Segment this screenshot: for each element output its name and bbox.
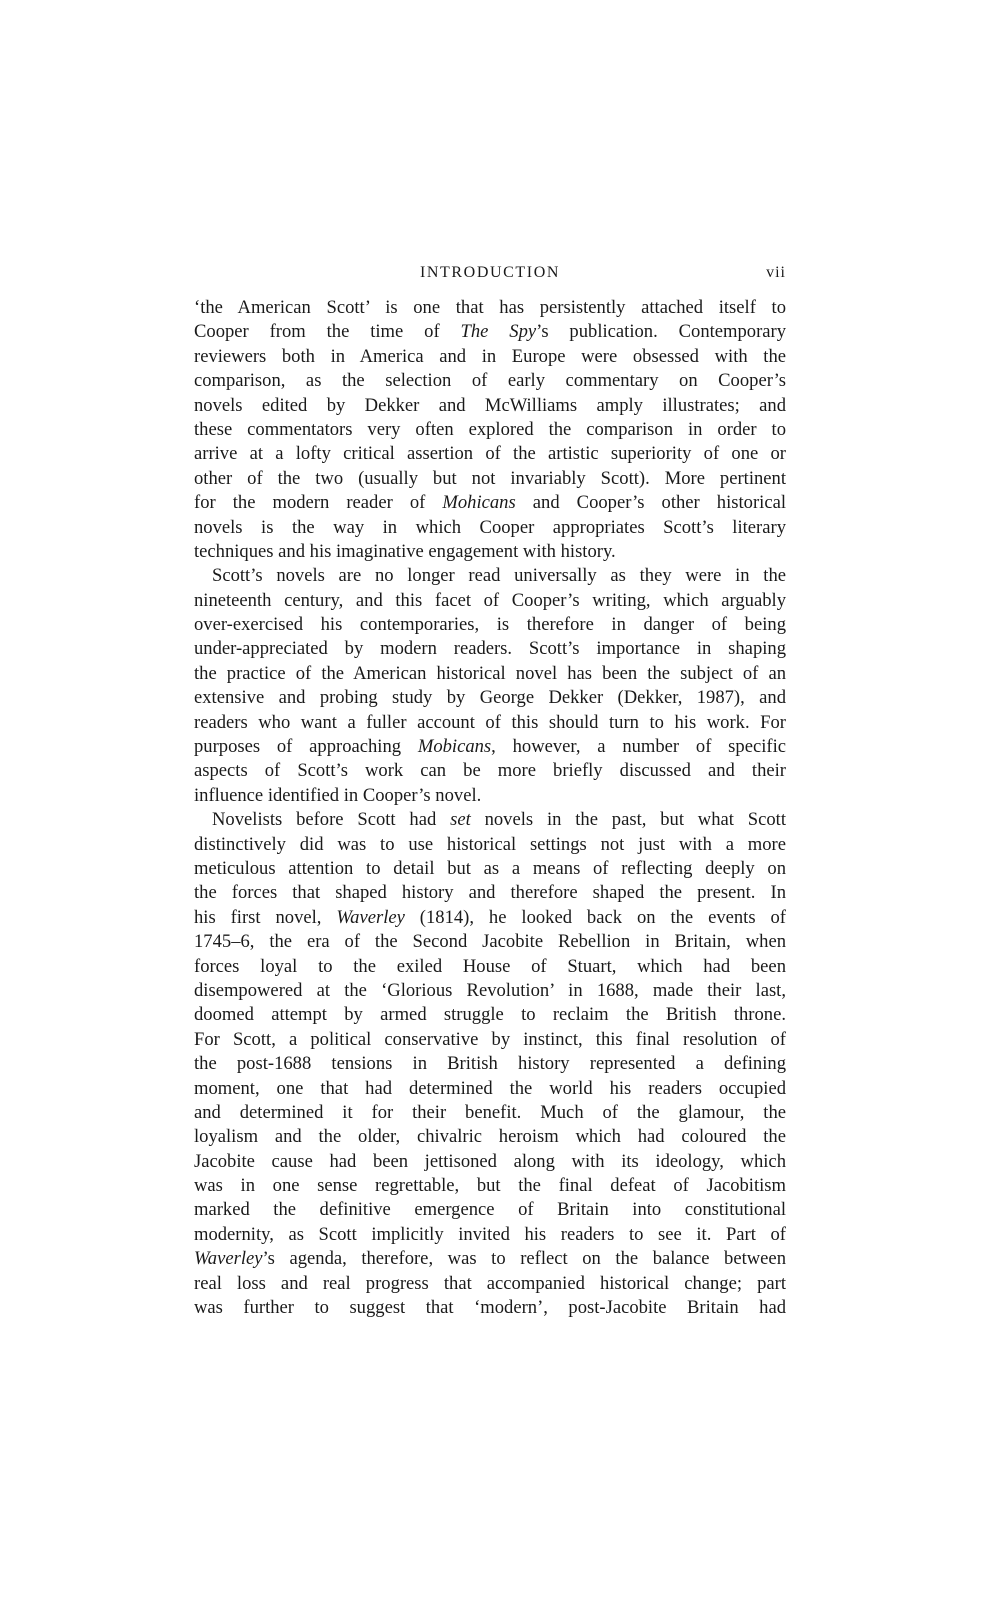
text-line (194, 1296, 786, 1320)
text-segment: modernity, as Scott implicitly invited his readers to see it. Part of (194, 1223, 786, 1245)
text-line (194, 1198, 786, 1222)
text-segment: novels in the past, but what Scott (470, 809, 786, 831)
text-segment: the post-1688 tensions in British history represented a defining (194, 1053, 786, 1075)
italic-text: Mobicans (417, 736, 492, 758)
text-line (194, 589, 786, 613)
text-line (194, 1003, 786, 1027)
text-segment: meticulous attention to detail but as a means of reflecting deeply on (194, 857, 786, 879)
text-line (194, 1272, 786, 1296)
text-line (194, 735, 786, 759)
text-line (194, 906, 786, 930)
text-line (194, 857, 786, 881)
text-segment: Scott’s novels are no longer read universally as they were in the (212, 565, 786, 587)
text-line (194, 564, 786, 588)
text-line (194, 418, 786, 442)
text-segment: novels is the way in which Cooper appropriates Scott’s literary (194, 516, 786, 538)
text-segment: techniques and his imaginative engagement with history. (194, 540, 616, 562)
text-line (194, 930, 786, 954)
text-line (194, 540, 786, 564)
text-segment: loyalism and the older, chivalric heroism which had coloured the (194, 1126, 786, 1148)
text-line (194, 516, 786, 540)
text-line (194, 1174, 786, 1198)
text-line (194, 320, 786, 344)
italic-text: Mohicans (442, 492, 516, 514)
text-segment: real loss and real progress that accompanied historical change; part (194, 1272, 786, 1294)
text-line (194, 759, 786, 783)
text-segment: arrive at a lofty critical assertion of the artistic superiority of one or (194, 443, 786, 465)
text-line (194, 833, 786, 857)
text-segment: novels edited by Dekker and McWilliams amply illustrates; and (194, 394, 786, 416)
text-segment: comparison, as the selection of early commentary on Cooper’s (194, 370, 786, 392)
text-segment: aspects of Scott’s work can be more briefly discussed and their (194, 760, 786, 782)
text-segment: under-appreciated by modern readers. Scott’s importance in shaping (194, 638, 786, 660)
text-line (194, 1028, 786, 1052)
italic-text: Waverley (336, 906, 405, 928)
text-line (194, 467, 786, 491)
text-segment: for the modern reader of (194, 492, 443, 514)
text-segment: For Scott, a political conservative by instinct, this final resolution of (194, 1028, 786, 1050)
text-segment: , however, a number of specific (491, 736, 786, 758)
page-number: vii (766, 264, 786, 281)
text-segment: nineteenth century, and this facet of Cooper’s writing, which arguably (194, 589, 786, 611)
text-segment: Jacobite cause had been jettisoned along with its ideology, which (194, 1150, 786, 1172)
text-line (194, 296, 786, 320)
text-line (194, 369, 786, 393)
text-line (194, 662, 786, 686)
italic-text: set (450, 809, 471, 831)
text-line (194, 979, 786, 1003)
text-segment: reviewers both in America and in Europe were obsessed with the (194, 345, 786, 367)
text-line (194, 1125, 786, 1149)
text-segment: influence identified in Cooper’s novel. (194, 784, 482, 806)
text-segment: Novelists before Scott had (212, 809, 451, 831)
text-segment: and Cooper’s other historical (515, 492, 786, 514)
text-line (194, 345, 786, 369)
text-segment: forces loyal to the exiled House of Stuart, which had been (194, 955, 786, 977)
text-line (194, 881, 786, 905)
text-line (194, 1077, 786, 1101)
text-segment: readers who want a fuller account of this should turn to his work. For (194, 711, 786, 733)
text-line (194, 394, 786, 418)
text-segment: purposes of approaching (194, 736, 418, 758)
text-segment: Cooper from the time of (194, 321, 461, 343)
text-line (194, 808, 786, 832)
text-line (194, 442, 786, 466)
text-segment: was further to suggest that ‘modern’, post-Jacobite Britain had (194, 1297, 786, 1319)
text-segment: the forces that shaped history and therefore shaped the present. In (194, 882, 786, 904)
text-line (194, 1101, 786, 1125)
text-segment: the practice of the American historical novel has been the subject of an (194, 662, 786, 684)
text-line (194, 1223, 786, 1247)
text-segment: extensive and probing study by George Dekker (Dekker, 1987), and (194, 687, 786, 709)
text-segment: ‘the American Scott’ is one that has persistently attached itself to (194, 297, 786, 318)
text-line (194, 1052, 786, 1076)
running-head (194, 264, 786, 288)
italic-text: Waverley (194, 1248, 263, 1270)
text-line (194, 613, 786, 637)
text-segment: (1814), he looked back on the events of (404, 906, 786, 928)
text-segment: ’s agenda, therefore, was to reflect on the balance between (262, 1248, 786, 1270)
text-segment: distinctively did was to use historical settings not just with a more (194, 833, 786, 855)
text-line (194, 1150, 786, 1174)
text-segment: and determined it for their benefit. Much of the glamour, the (194, 1101, 786, 1123)
text-segment: 1745–6, the era of the Second Jacobite Rebellion in Britain, when (194, 931, 786, 953)
text-line (194, 491, 786, 515)
text-segment: ’s publication. Contemporary (536, 321, 786, 343)
italic-text: The Spy (460, 321, 537, 343)
text-segment: these commentators very often explored the comparison in order to (194, 418, 786, 440)
text-segment: doomed attempt by armed struggle to reclaim the British throne. (194, 1004, 786, 1026)
text-line (194, 637, 786, 661)
text-line (194, 711, 786, 735)
text-segment: other of the two (usually but not invariably Scott). More pertinent (194, 467, 786, 489)
text-segment: his first novel, (194, 906, 337, 928)
text-line (194, 784, 786, 808)
running-title: INTRODUCTION (419, 264, 561, 281)
text-segment: over-exercised his contemporaries, is therefore in danger of being (194, 614, 786, 636)
text-segment: moment, one that had determined the world his readers occupied (194, 1077, 786, 1099)
text-segment: disempowered at the ‘Glorious Revolution’ in 1688, made their last, (194, 979, 786, 1001)
text-segment: marked the definitive emergence of Britain into constitutional (194, 1199, 786, 1221)
text-line (194, 686, 786, 710)
text-segment: was in one sense regrettable, but the final defeat of Jacobitism (194, 1175, 786, 1197)
text-line (194, 1247, 786, 1271)
text-line (194, 955, 786, 979)
body-text (194, 296, 786, 1320)
